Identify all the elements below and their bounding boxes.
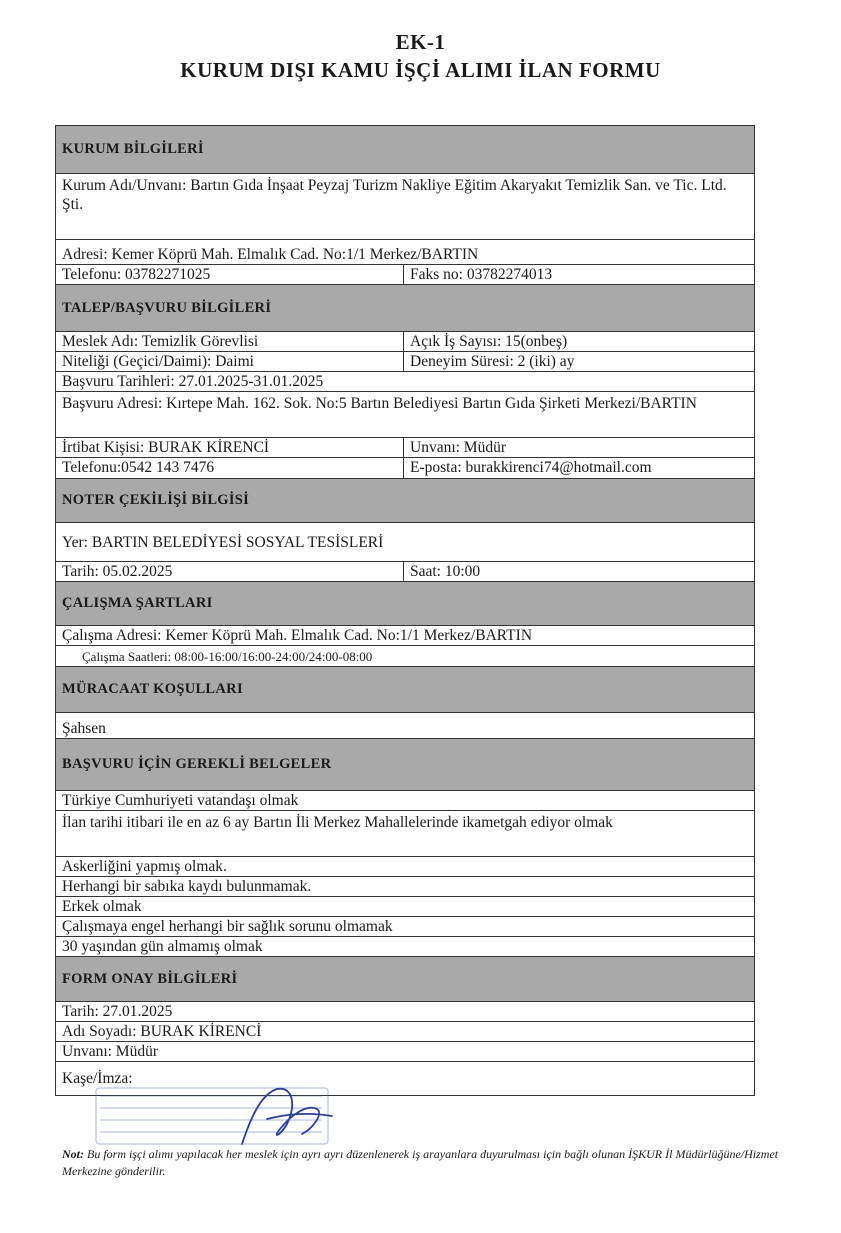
- noter-yer-row: [56, 522, 754, 561]
- note-text: Bu form işçi alımı yapılacak her meslek için ayrı ayrı düzenlenerek iş arayanlara duyurulması için bağlı olunan İŞKUR İl Müdürlüğüne/Hizmet Merkezine gönderilir.: [62, 1147, 779, 1178]
- onay-adi-soyadi: Adı Soyadı: BURAK KİRENCİ: [62, 1023, 262, 1040]
- onay-tarih: Tarih: 27.01.2025: [62, 1003, 173, 1020]
- belge-item-text: Türkiye Cumhuriyeti vatandaşı olmak: [62, 792, 299, 809]
- kurum-address-row: [56, 239, 754, 264]
- irtibat-kisisi: İrtibat Kişisi: BURAK KİRENCİ: [56, 438, 404, 457]
- kurum-phone-row: [56, 264, 754, 284]
- onay-adi-row: [56, 1021, 754, 1041]
- onay-kase-imza: Kaşe/İmza:: [62, 1070, 133, 1087]
- talep-row-4: [56, 391, 754, 437]
- onay-imza-row: [56, 1061, 754, 1095]
- kurum-name: Kurum Adı/Unvanı: Bartın Gıda İnşaat Peyzaj Turizm Nakliye Eğitim Akaryakıt Temizlik San. ve Tic. Ltd. Şti.: [62, 177, 727, 213]
- belge-item-text: Askerliğini yapmış olmak.: [62, 858, 227, 875]
- basvuru-tarihleri: Başvuru Tarihleri: 27.01.2025-31.01.2025: [62, 373, 324, 390]
- noter-tarih: Tarih: 05.02.2025: [56, 562, 404, 581]
- belge-item: [56, 810, 754, 856]
- talep-row-3: [56, 371, 754, 391]
- page-title: KURUM DIŞI KAMU İŞÇİ ALIMI İLAN FORMU: [180, 58, 661, 82]
- footer-note: [62, 1146, 782, 1180]
- irtibat-telefon: Telefonu:0542 143 7476: [56, 458, 404, 478]
- onay-tarih-row: [56, 1001, 754, 1021]
- calisma-saat-row: [56, 645, 754, 666]
- basvuru-adresi: Başvuru Adresi: Kırtepe Mah. 162. Sok. No:5 Bartın Belediyesi Bartın Gıda Şirketi Merkezi/BARTIN: [62, 395, 697, 412]
- talep-row-2: [56, 351, 754, 371]
- form-code: EK-1: [395, 30, 446, 54]
- belge-item-text: İlan tarihi itibari ile en az 6 ay Bartın İli Merkez Mahallelerinde ikametgah ediyor olmak: [62, 814, 613, 831]
- section-heading-talep: TALEP/BAŞVURU BİLGİLERİ: [56, 284, 754, 331]
- kurum-name-row: [56, 173, 754, 239]
- belge-item: [56, 896, 754, 916]
- niteligi: Niteliği (Geçici/Daimi): Daimi: [56, 352, 404, 371]
- kurum-address: Adresi: Kemer Köprü Mah. Elmalık Cad. No:1/1 Merkez/BARTIN: [62, 246, 479, 263]
- deneyim-suresi: Deneyim Süresi: 2 (iki) ay: [410, 353, 575, 370]
- kurum-phone: Telefonu: 03782271025: [56, 265, 404, 284]
- muracaat-text: Şahsen: [62, 720, 106, 737]
- noter-saat: Saat: 10:00: [410, 563, 481, 580]
- calisma-saatleri: Çalışma Saatleri: 08:00-16:00/16:00-24:00/24:00-08:00: [82, 648, 373, 664]
- announcement-form: [55, 125, 755, 1096]
- onay-unvan: Unvanı: Müdür: [62, 1043, 159, 1060]
- section-heading-muracaat: MÜRACAAT KOŞULLARI: [56, 666, 754, 712]
- section-heading-kurum: KURUM BİLGİLERİ: [56, 126, 754, 173]
- acik-is-sayisi: Açık İş Sayısı: 15(onbeş): [410, 333, 568, 350]
- kurum-fax: Faks no: 03782274013: [410, 266, 553, 283]
- noter-yer: Yer: BARTIN BELEDİYESİ SOSYAL TESİSLERİ: [62, 533, 384, 551]
- belge-item: [56, 916, 754, 936]
- section-heading-noter: NOTER ÇEKİLİŞİ BİLGİSİ: [56, 478, 754, 522]
- belge-item-text: Çalışmaya engel herhangi bir sağlık sorunu olmamak: [62, 918, 393, 935]
- belge-item: [56, 936, 754, 956]
- belge-item: [56, 876, 754, 896]
- note-label: Not:: [62, 1147, 84, 1161]
- muracaat-row: [56, 712, 754, 738]
- section-heading-calisma: ÇALIŞMA ŞARTLARI: [56, 581, 754, 625]
- talep-row-5: [56, 437, 754, 457]
- belge-item-text: Herhangi bir sabıka kaydı bulunmamak.: [62, 878, 312, 895]
- belge-item: [56, 856, 754, 876]
- irtibat-unvan: Unvanı: Müdür: [410, 439, 507, 456]
- belge-item-text: 30 yaşından gün almamış olmak: [62, 938, 263, 955]
- meslek-adi: Meslek Adı: Temizlik Görevlisi: [56, 332, 404, 351]
- belge-item-text: Erkek olmak: [62, 898, 142, 915]
- talep-row-6: [56, 457, 754, 478]
- calisma-adresi: Çalışma Adresi: Kemer Köprü Mah. Elmalık Cad. No:1/1 Merkez/BARTIN: [62, 627, 533, 644]
- irtibat-eposta: E-posta: burakkirenci74@hotmail.com: [410, 459, 652, 476]
- noter-tarih-row: [56, 561, 754, 581]
- section-heading-belgeler: BAŞVURU İÇİN GEREKLİ BELGELER: [56, 738, 754, 790]
- belge-item: [56, 790, 754, 810]
- talep-row-1: [56, 331, 754, 351]
- section-heading-onay: FORM ONAY BİLGİLERİ: [56, 956, 754, 1001]
- onay-unvan-row: [56, 1041, 754, 1061]
- calisma-adres-row: [56, 625, 754, 645]
